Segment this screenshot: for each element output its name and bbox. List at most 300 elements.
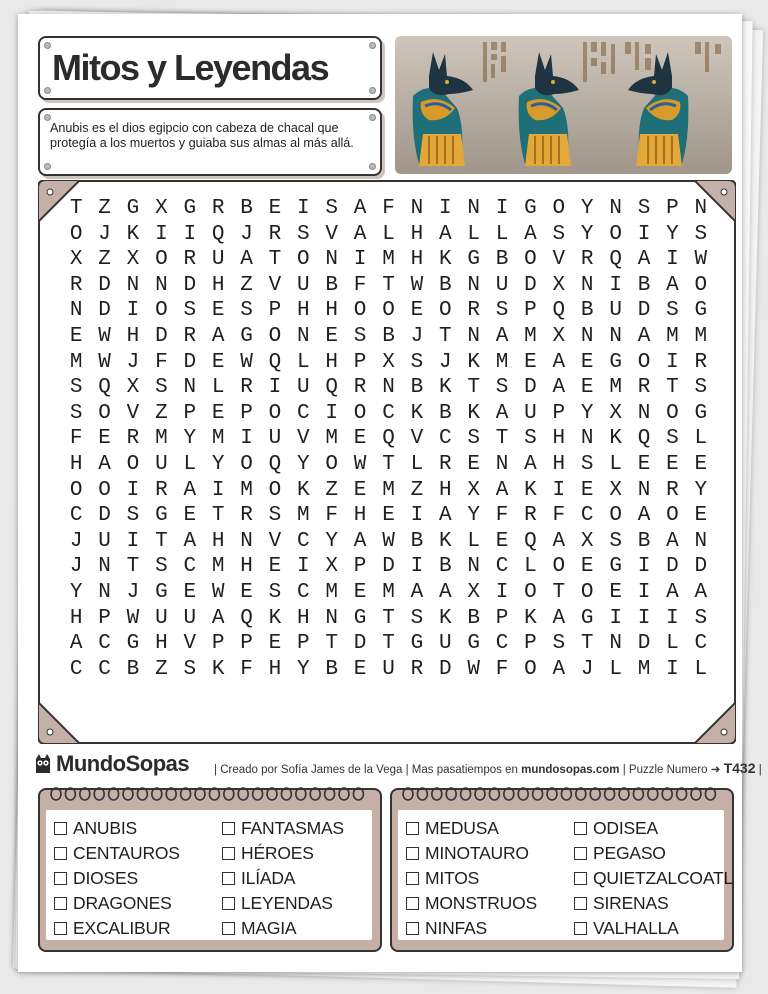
grid-letter[interactable]: O (69, 478, 83, 502)
grid-letter[interactable]: X (325, 555, 339, 579)
grid-letter[interactable]: E (495, 529, 509, 553)
grid-letter[interactable]: L (609, 452, 622, 476)
grid-letter[interactable]: S (580, 452, 594, 476)
grid-letter[interactable]: I (126, 478, 140, 502)
grid-letter[interactable]: D (183, 350, 197, 374)
grid-letter[interactable]: O (268, 324, 282, 348)
grid-letter[interactable]: D (666, 555, 679, 579)
checkbox-icon[interactable] (54, 897, 67, 910)
grid-letter[interactable]: S (495, 299, 509, 323)
grid-letter[interactable]: T (268, 248, 282, 272)
grid-letter[interactable]: Y (69, 580, 83, 604)
grid-letter[interactable]: O (126, 452, 140, 476)
grid-letter[interactable]: R (467, 299, 480, 323)
grid-letter[interactable]: T (552, 580, 566, 604)
grid-letter[interactable]: S (552, 632, 566, 656)
grid-letter[interactable]: N (580, 273, 594, 297)
grid-letter[interactable]: L (297, 350, 310, 374)
grid-letter[interactable]: V (410, 427, 424, 451)
grid-letter[interactable]: H (268, 657, 282, 681)
grid-letter[interactable]: P (297, 632, 310, 656)
word-item[interactable] (222, 891, 344, 916)
grid-letter[interactable]: O (637, 350, 651, 374)
grid-letter[interactable]: Q (268, 350, 282, 374)
grid-letter[interactable]: B (240, 197, 253, 220)
grid-letter[interactable]: O (524, 248, 537, 272)
grid-letter[interactable]: O (98, 401, 111, 425)
grid-letter[interactable]: P (524, 299, 537, 323)
checkbox-icon[interactable] (54, 822, 67, 835)
grid-letter[interactable]: I (495, 197, 509, 220)
grid-letter[interactable]: L (382, 222, 395, 246)
grid-letter[interactable]: B (410, 376, 424, 400)
grid-letter[interactable]: U (98, 529, 111, 553)
grid-letter[interactable]: E (382, 504, 395, 528)
grid-letter[interactable]: M (69, 350, 83, 374)
grid-letter[interactable]: L (666, 632, 679, 656)
grid-letter[interactable]: O (155, 299, 168, 323)
grid-letter[interactable]: K (438, 376, 452, 400)
grid-letter[interactable]: L (410, 452, 424, 476)
grid-letter[interactable]: O (524, 657, 537, 681)
grid-letter[interactable]: R (183, 324, 197, 348)
grid-letter[interactable]: S (609, 529, 622, 553)
grid-letter[interactable]: I (297, 197, 310, 220)
grid-letter[interactable]: P (240, 401, 253, 425)
checkbox-icon[interactable] (222, 897, 235, 910)
word-item[interactable] (222, 841, 344, 866)
grid-letter[interactable]: T (467, 376, 480, 400)
grid-letter[interactable]: A (637, 504, 651, 528)
grid-letter[interactable]: Y (211, 452, 225, 476)
grid-letter[interactable]: Q (211, 222, 225, 246)
grid-letter[interactable]: D (155, 324, 168, 348)
grid-letter[interactable]: A (211, 606, 225, 630)
grid-letter[interactable]: M (495, 350, 509, 374)
grid-letter[interactable]: D (98, 504, 111, 528)
grid-letter[interactable]: N (467, 555, 480, 579)
grid-letter[interactable]: U (268, 427, 282, 451)
grid-letter[interactable]: E (183, 504, 197, 528)
grid-letter[interactable]: O (325, 452, 339, 476)
grid-letter[interactable]: C (98, 632, 111, 656)
grid-letter[interactable]: Z (98, 248, 111, 272)
grid-letter[interactable]: Y (580, 222, 594, 246)
grid-letter[interactable]: O (524, 580, 537, 604)
grid-letter[interactable]: O (666, 401, 679, 425)
grid-letter[interactable]: G (183, 197, 197, 220)
grid-letter[interactable]: E (524, 350, 537, 374)
grid-letter[interactable]: K (438, 606, 452, 630)
grid-letter[interactable]: H (353, 504, 367, 528)
grid-letter[interactable]: B (438, 401, 452, 425)
grid-letter[interactable]: A (552, 657, 566, 681)
grid-letter[interactable]: C (382, 401, 395, 425)
checkbox-icon[interactable] (406, 922, 419, 935)
grid-letter[interactable]: W (353, 452, 367, 476)
grid-letter[interactable]: E (240, 580, 253, 604)
grid-letter[interactable]: R (637, 376, 651, 400)
grid-letter[interactable]: G (155, 580, 168, 604)
grid-letter[interactable]: X (155, 197, 168, 220)
word-item[interactable] (54, 916, 180, 941)
grid-letter[interactable]: A (98, 452, 111, 476)
grid-letter[interactable]: S (666, 299, 679, 323)
grid-letter[interactable]: J (126, 350, 140, 374)
grid-letter[interactable]: C (297, 529, 310, 553)
checkbox-icon[interactable] (574, 822, 587, 835)
grid-letter[interactable]: O (98, 478, 111, 502)
grid-letter[interactable]: A (240, 248, 253, 272)
grid-letter[interactable]: I (126, 299, 140, 323)
grid-letter[interactable]: C (694, 632, 708, 656)
grid-letter[interactable]: X (609, 401, 622, 425)
grid-letter[interactable]: I (155, 222, 168, 246)
grid-letter[interactable]: S (325, 197, 339, 220)
grid-letter[interactable]: E (98, 427, 111, 451)
grid-letter[interactable]: O (666, 504, 679, 528)
grid-letter[interactable]: A (637, 248, 651, 272)
checkbox-icon[interactable] (222, 847, 235, 860)
checkbox-icon[interactable] (222, 822, 235, 835)
grid-letter[interactable]: T (495, 427, 509, 451)
word-item[interactable] (406, 816, 537, 841)
grid-letter[interactable]: L (211, 376, 225, 400)
grid-letter[interactable]: D (637, 632, 651, 656)
word-item[interactable] (574, 866, 733, 891)
grid-letter[interactable]: R (211, 197, 225, 220)
grid-letter[interactable]: Q (325, 376, 339, 400)
grid-letter[interactable]: R (580, 248, 594, 272)
grid-letter[interactable]: H (240, 555, 253, 579)
grid-letter[interactable]: R (126, 427, 140, 451)
word-item[interactable] (54, 841, 180, 866)
grid-letter[interactable]: K (410, 401, 424, 425)
grid-letter[interactable]: D (694, 555, 708, 579)
grid-letter[interactable]: H (297, 299, 310, 323)
grid-letter[interactable]: O (552, 555, 566, 579)
grid-letter[interactable]: Z (155, 657, 168, 681)
grid-letter[interactable]: A (495, 478, 509, 502)
grid-letter[interactable]: E (325, 324, 339, 348)
grid-letter[interactable]: H (410, 248, 424, 272)
grid-letter[interactable]: A (438, 222, 452, 246)
grid-letter[interactable]: H (126, 324, 140, 348)
grid-letter[interactable]: S (495, 376, 509, 400)
grid-letter[interactable]: R (240, 376, 253, 400)
grid-letter[interactable]: H (297, 606, 310, 630)
word-item[interactable] (54, 816, 180, 841)
grid-letter[interactable]: F (353, 273, 367, 297)
grid-letter[interactable]: A (524, 452, 537, 476)
grid-letter[interactable]: S (240, 299, 253, 323)
grid-letter[interactable]: J (438, 350, 452, 374)
grid-letter[interactable]: G (524, 197, 537, 220)
grid-letter[interactable]: P (98, 606, 111, 630)
grid-letter[interactable]: N (694, 529, 708, 553)
grid-letter[interactable]: H (552, 452, 566, 476)
grid-letter[interactable]: Z (240, 273, 253, 297)
grid-letter[interactable]: M (211, 555, 225, 579)
grid-letter[interactable]: L (495, 222, 509, 246)
grid-letter[interactable]: Q (524, 529, 537, 553)
grid-letter[interactable]: E (353, 657, 367, 681)
grid-letter[interactable]: T (126, 555, 140, 579)
grid-letter[interactable]: E (268, 197, 282, 220)
grid-letter[interactable]: R (438, 452, 452, 476)
grid-letter[interactable]: R (410, 657, 424, 681)
grid-letter[interactable]: H (410, 222, 424, 246)
grid-letter[interactable]: Y (325, 529, 339, 553)
grid-letter[interactable]: V (183, 632, 197, 656)
grid-letter[interactable]: H (325, 299, 339, 323)
grid-letter[interactable]: Z (98, 197, 111, 220)
grid-letter[interactable]: X (467, 478, 480, 502)
grid-letter[interactable]: Y (297, 452, 310, 476)
grid-letter[interactable]: U (155, 606, 168, 630)
grid-letter[interactable]: B (325, 273, 339, 297)
grid-letter[interactable]: V (268, 273, 282, 297)
grid-letter[interactable]: F (495, 504, 509, 528)
grid-letter[interactable]: H (69, 452, 83, 476)
grid-letter[interactable]: O (609, 222, 622, 246)
grid-letter[interactable]: W (467, 657, 480, 681)
grid-letter[interactable]: L (467, 529, 480, 553)
grid-letter[interactable]: C (183, 555, 197, 579)
grid-letter[interactable]: P (495, 606, 509, 630)
grid-letter[interactable]: N (297, 324, 310, 348)
grid-letter[interactable]: N (69, 299, 83, 323)
grid-letter[interactable]: A (552, 529, 566, 553)
grid-letter[interactable]: H (155, 632, 168, 656)
grid-letter[interactable]: O (353, 401, 367, 425)
grid-letter[interactable]: O (580, 580, 594, 604)
grid-letter[interactable]: V (325, 222, 339, 246)
grid-letter[interactable]: M (297, 504, 310, 528)
grid-letter[interactable]: Q (98, 376, 111, 400)
grid-letter[interactable]: C (69, 657, 83, 681)
grid-letter[interactable]: U (155, 452, 168, 476)
grid-letter[interactable]: J (126, 580, 140, 604)
grid-letter[interactable]: S (694, 376, 708, 400)
grid-letter[interactable]: O (155, 248, 168, 272)
grid-letter[interactable]: E (637, 452, 651, 476)
grid-letter[interactable]: G (126, 197, 140, 220)
grid-letter[interactable]: F (325, 504, 339, 528)
grid-letter[interactable]: E (410, 299, 424, 323)
grid-letter[interactable]: U (524, 401, 537, 425)
grid-letter[interactable]: M (637, 657, 651, 681)
grid-letter[interactable]: Y (580, 197, 594, 220)
grid-letter[interactable]: C (69, 504, 83, 528)
grid-letter[interactable]: G (609, 350, 622, 374)
word-item[interactable] (574, 816, 733, 841)
grid-letter[interactable]: X (467, 580, 480, 604)
grid-letter[interactable]: I (438, 197, 452, 220)
grid-letter[interactable]: E (211, 299, 225, 323)
grid-letter[interactable]: K (126, 222, 140, 246)
grid-letter[interactable]: P (353, 350, 367, 374)
grid-letter[interactable]: C (580, 504, 594, 528)
grid-letter[interactable]: P (183, 401, 197, 425)
grid-letter[interactable]: A (495, 401, 509, 425)
grid-letter[interactable]: S (552, 222, 566, 246)
word-item[interactable] (222, 916, 344, 941)
grid-letter[interactable]: N (325, 248, 339, 272)
grid-letter[interactable]: A (353, 197, 367, 220)
grid-letter[interactable]: B (438, 555, 452, 579)
grid-letter[interactable]: I (183, 222, 197, 246)
grid-letter[interactable]: N (467, 197, 480, 220)
grid-letter[interactable]: U (297, 273, 310, 297)
grid-letter[interactable]: R (183, 248, 197, 272)
grid-letter[interactable]: V (126, 401, 140, 425)
grid-letter[interactable]: Y (694, 478, 708, 502)
grid-letter[interactable]: I (609, 606, 622, 630)
grid-letter[interactable]: M (609, 376, 622, 400)
grid-letter[interactable]: Y (580, 401, 594, 425)
checkbox-icon[interactable] (54, 847, 67, 860)
grid-letter[interactable]: W (98, 324, 111, 348)
grid-letter[interactable]: M (155, 427, 168, 451)
grid-letter[interactable]: S (155, 376, 168, 400)
word-item[interactable] (222, 816, 344, 841)
grid-letter[interactable]: A (410, 580, 424, 604)
grid-letter[interactable]: S (183, 299, 197, 323)
grid-letter[interactable]: O (353, 299, 367, 323)
grid-letter[interactable]: X (126, 376, 140, 400)
grid-letter[interactable]: S (694, 222, 708, 246)
grid-letter[interactable]: R (155, 478, 168, 502)
checkbox-icon[interactable] (54, 872, 67, 885)
grid-letter[interactable]: R (69, 273, 83, 297)
grid-letter[interactable]: T (666, 376, 679, 400)
grid-letter[interactable]: A (637, 324, 651, 348)
grid-letter[interactable]: P (211, 632, 225, 656)
checkbox-icon[interactable] (574, 897, 587, 910)
grid-letter[interactable]: A (694, 580, 708, 604)
grid-letter[interactable]: J (240, 222, 253, 246)
grid-letter[interactable]: I (552, 478, 566, 502)
grid-letter[interactable]: X (580, 529, 594, 553)
grid-letter[interactable]: O (240, 452, 253, 476)
checkbox-icon[interactable] (54, 922, 67, 935)
grid-letter[interactable]: J (410, 324, 424, 348)
grid-letter[interactable]: E (580, 376, 594, 400)
grid-letter[interactable]: N (98, 580, 111, 604)
grid-letter[interactable]: E (580, 350, 594, 374)
grid-letter[interactable]: K (438, 248, 452, 272)
grid-letter[interactable]: C (98, 657, 111, 681)
grid-letter[interactable]: F (552, 504, 566, 528)
grid-letter[interactable]: W (410, 273, 424, 297)
grid-letter[interactable]: G (467, 632, 480, 656)
grid-letter[interactable]: K (211, 657, 225, 681)
grid-letter[interactable]: B (382, 324, 395, 348)
grid-letter[interactable]: L (467, 222, 480, 246)
checkbox-icon[interactable] (406, 897, 419, 910)
checkbox-icon[interactable] (222, 922, 235, 935)
checkbox-icon[interactable] (574, 922, 587, 935)
grid-letter[interactable]: U (609, 299, 622, 323)
grid-letter[interactable]: K (467, 401, 480, 425)
grid-letter[interactable]: F (240, 657, 253, 681)
grid-letter[interactable]: M (694, 324, 708, 348)
grid-letter[interactable]: B (126, 657, 140, 681)
grid-letter[interactable]: N (609, 632, 622, 656)
grid-letter[interactable]: I (637, 555, 651, 579)
grid-letter[interactable]: B (438, 273, 452, 297)
grid-letter[interactable]: E (609, 580, 622, 604)
grid-letter[interactable]: I (637, 222, 651, 246)
grid-letter[interactable]: H (211, 529, 225, 553)
grid-letter[interactable]: G (609, 555, 622, 579)
grid-letter[interactable]: A (438, 504, 452, 528)
grid-letter[interactable]: D (524, 273, 537, 297)
grid-letter[interactable]: U (382, 657, 395, 681)
grid-letter[interactable]: H (552, 427, 566, 451)
grid-letter[interactable]: R (666, 478, 679, 502)
grid-letter[interactable]: O (552, 197, 566, 220)
grid-letter[interactable]: T (382, 606, 395, 630)
grid-letter[interactable]: I (495, 580, 509, 604)
word-item[interactable] (406, 866, 537, 891)
word-item[interactable] (574, 841, 733, 866)
grid-letter[interactable]: I (268, 376, 282, 400)
grid-letter[interactable]: S (666, 427, 679, 451)
grid-letter[interactable]: I (666, 350, 679, 374)
grid-letter[interactable]: A (183, 478, 197, 502)
checkbox-icon[interactable] (406, 847, 419, 860)
word-item[interactable] (222, 866, 344, 891)
grid-letter[interactable]: N (580, 324, 594, 348)
grid-letter[interactable]: T (580, 632, 594, 656)
grid-letter[interactable]: X (382, 350, 395, 374)
grid-letter[interactable]: D (438, 657, 452, 681)
grid-letter[interactable]: X (126, 248, 140, 272)
grid-letter[interactable]: I (666, 657, 679, 681)
grid-letter[interactable]: X (609, 478, 622, 502)
grid-letter[interactable]: G (240, 324, 253, 348)
grid-letter[interactable]: G (467, 248, 480, 272)
grid-letter[interactable]: W (240, 350, 253, 374)
grid-letter[interactable]: T (382, 273, 395, 297)
grid-letter[interactable]: C (438, 427, 452, 451)
grid-letter[interactable]: N (382, 376, 395, 400)
grid-letter[interactable]: U (438, 632, 452, 656)
grid-letter[interactable]: I (325, 401, 339, 425)
grid-letter[interactable]: S (694, 606, 708, 630)
grid-letter[interactable]: C (495, 632, 509, 656)
grid-letter[interactable]: N (98, 555, 111, 579)
grid-letter[interactable]: A (524, 222, 537, 246)
grid-letter[interactable]: C (297, 580, 310, 604)
word-item[interactable] (574, 916, 733, 941)
grid-letter[interactable]: E (580, 555, 594, 579)
grid-letter[interactable]: S (410, 606, 424, 630)
grid-letter[interactable]: G (694, 299, 708, 323)
grid-letter[interactable]: E (211, 401, 225, 425)
grid-letter[interactable]: R (524, 504, 537, 528)
grid-letter[interactable]: A (552, 350, 566, 374)
grid-letter[interactable]: W (211, 580, 225, 604)
grid-letter[interactable]: D (98, 299, 111, 323)
grid-letter[interactable]: E (353, 427, 367, 451)
grid-letter[interactable]: T (69, 197, 83, 220)
grid-letter[interactable]: T (382, 452, 395, 476)
grid-letter[interactable]: I (410, 555, 424, 579)
grid-letter[interactable]: S (524, 427, 537, 451)
